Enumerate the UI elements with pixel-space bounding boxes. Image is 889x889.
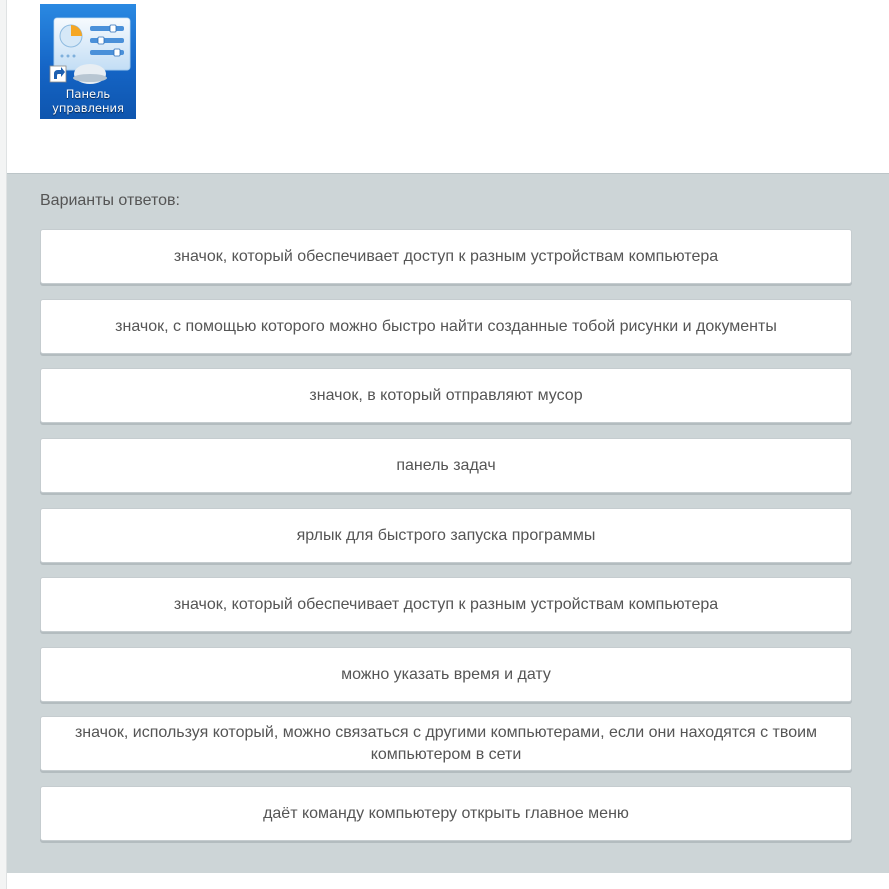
answer-option-5[interactable]: ярлык для быстрого запуска программы — [40, 508, 852, 563]
answer-option-2[interactable]: значок, с помощью которого можно быстро найти созданные тобой рисунки и документы — [40, 299, 852, 354]
answer-option-1[interactable]: значок, который обеспечивает доступ к разным устройствам компьютера — [40, 229, 852, 284]
control-panel-icon — [40, 4, 136, 119]
answer-option-4[interactable]: панель задач — [40, 438, 852, 493]
answer-option-6[interactable]: значок, который обеспечивает доступ к разным устройствам компьютера — [40, 577, 852, 632]
answers-panel — [7, 173, 889, 873]
answers-heading: Варианты ответов: — [40, 192, 180, 209]
icon-caption-line2: управления — [52, 101, 124, 115]
bottom-strip — [7, 873, 889, 889]
answer-option-3[interactable]: значок, в который отправляют мусор — [40, 368, 852, 423]
answer-option-8[interactable]: значок, используя который, можно связаться с другими компьютерами, если они находятся с твоим компьютером в сети — [40, 716, 852, 771]
icon-caption — [40, 87, 136, 115]
icon-caption-line1: Панель — [65, 87, 111, 101]
answer-option-7[interactable]: можно указать время и дату — [40, 647, 852, 702]
left-border — [0, 0, 7, 889]
answer-option-9[interactable]: даёт команду компьютеру открыть главное меню — [40, 786, 852, 841]
